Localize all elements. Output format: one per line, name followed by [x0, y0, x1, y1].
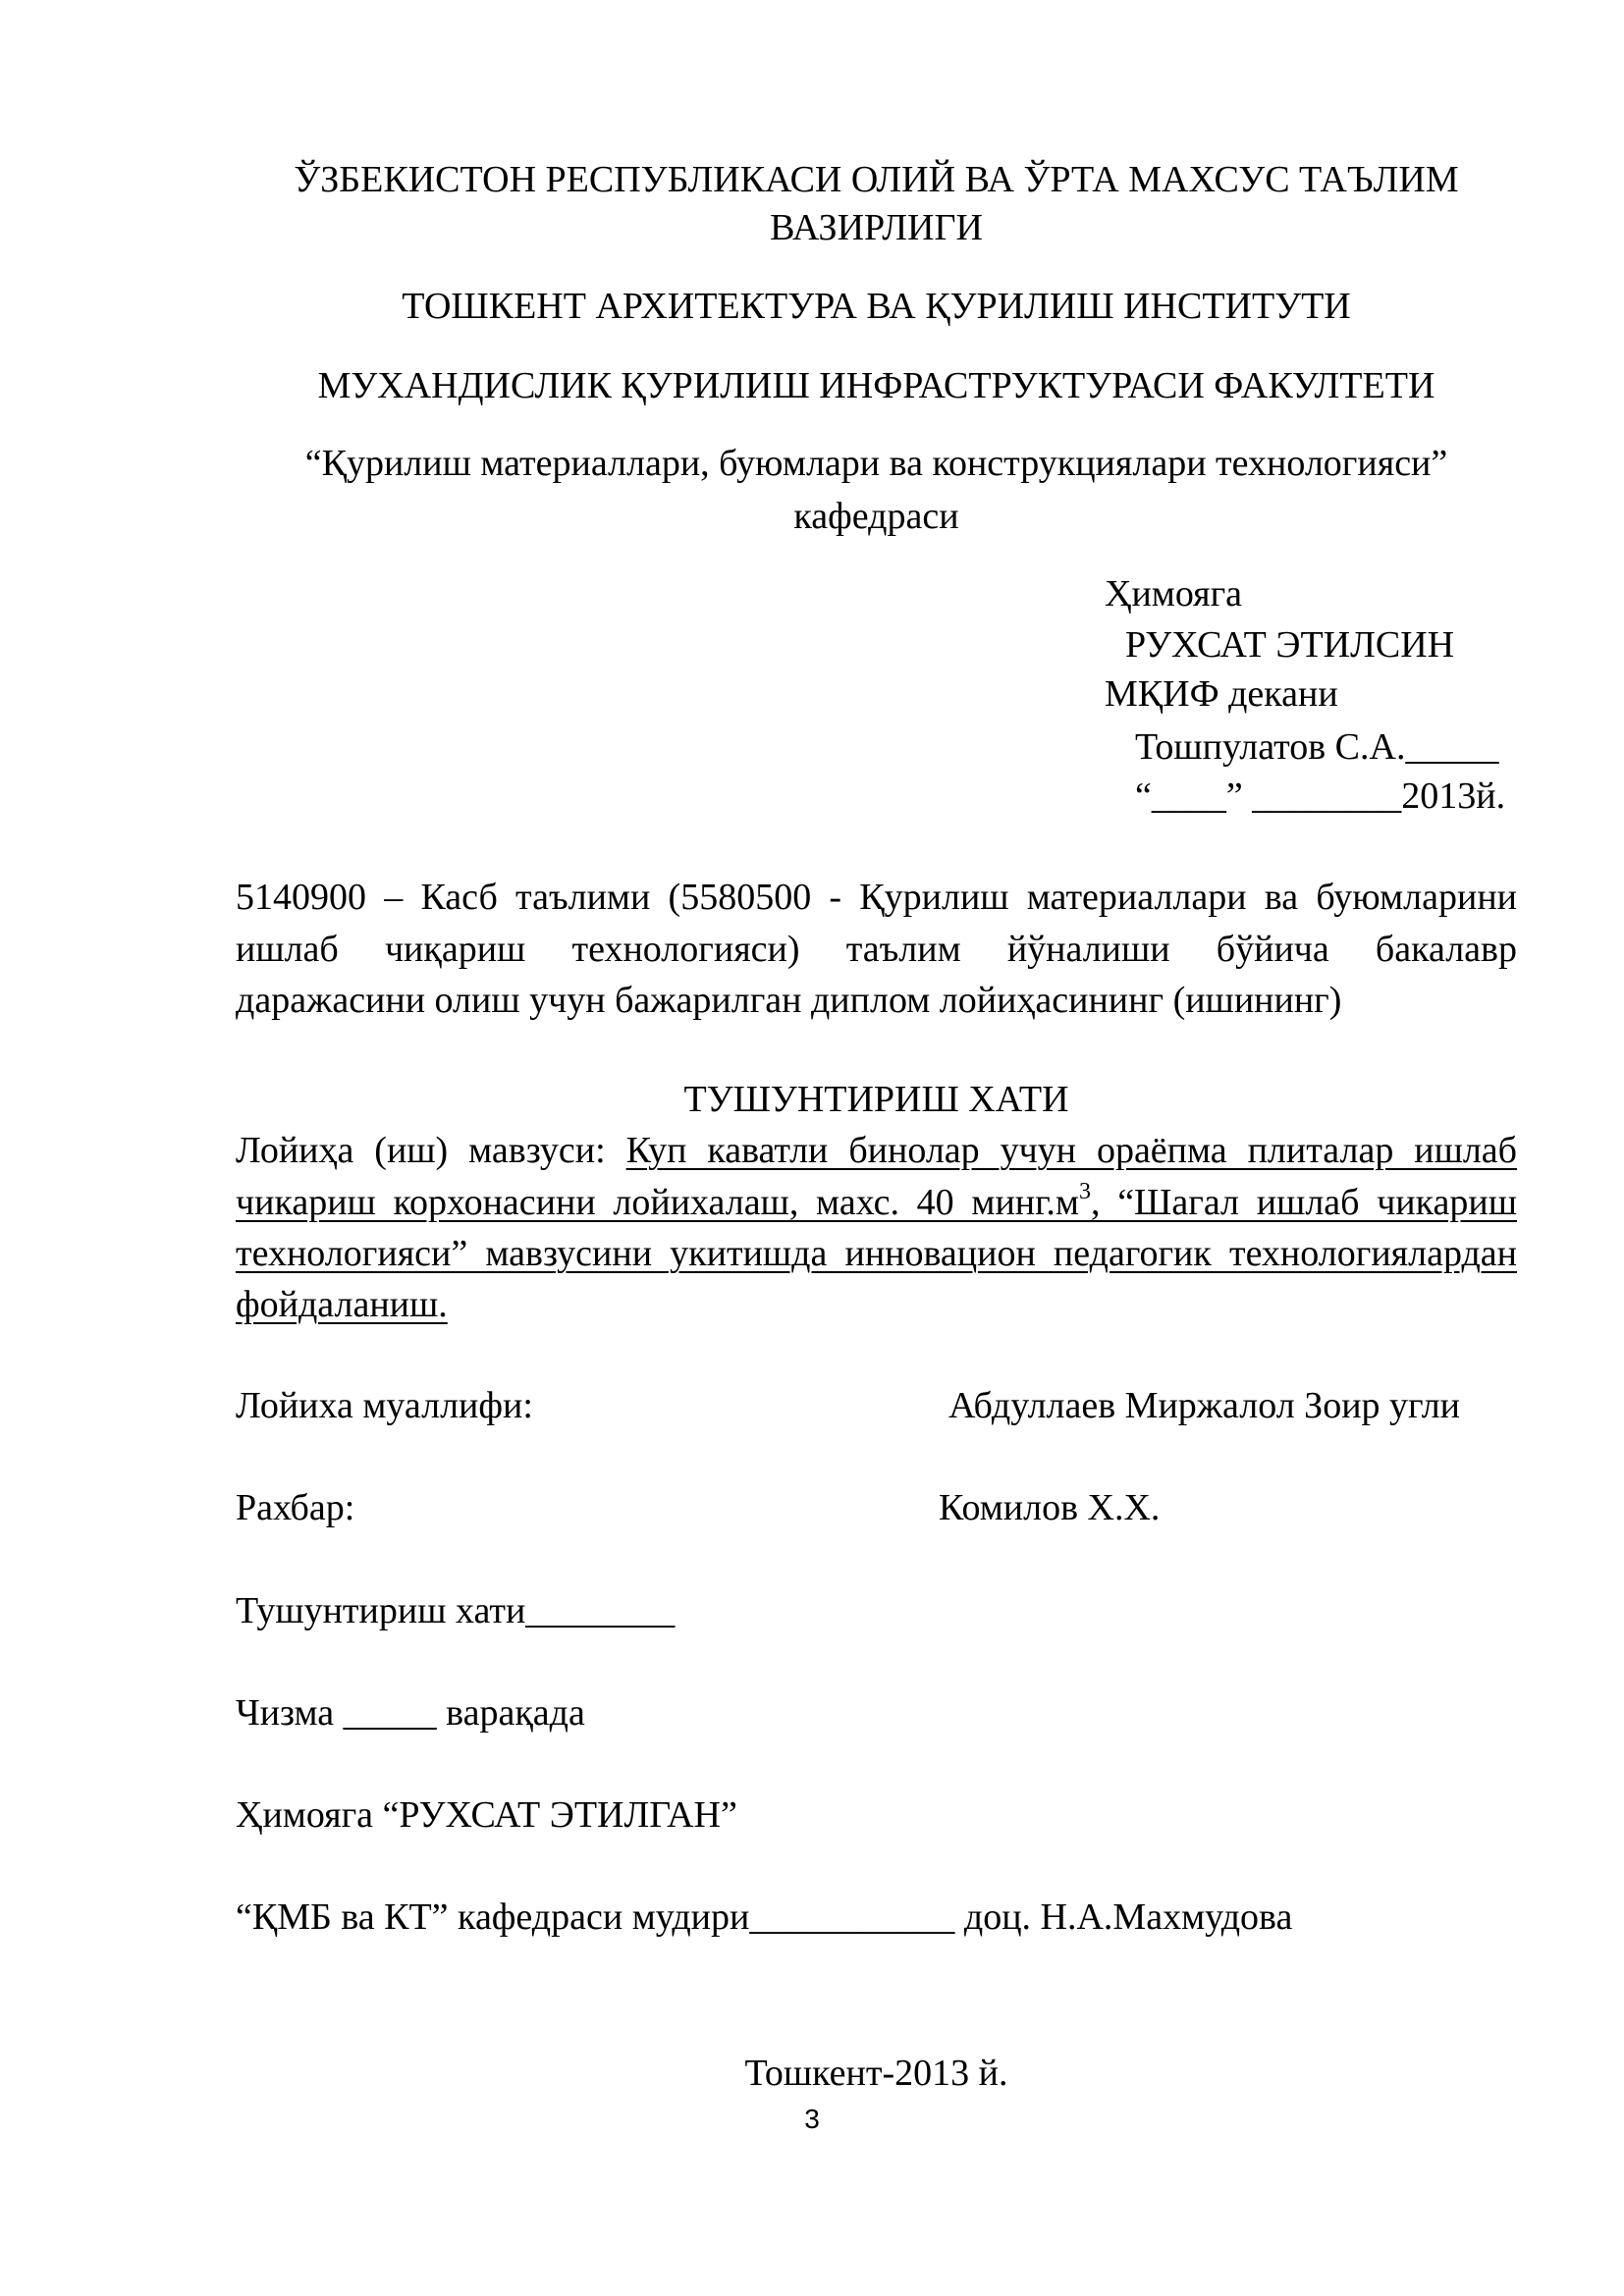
- department-line-1: “Қурилиш материаллари, буюмлари ва конструкциялари технологияси”: [304, 443, 1448, 484]
- purpose-line-2: ишлаб чиқариш технологияси) таълим йўналиши бўйича бакалавр: [236, 929, 1517, 970]
- approval-line-4: Тошпулатов С.А._____: [1135, 726, 1499, 768]
- head-of-department-line: [236, 1891, 1292, 1944]
- supervisor-label: Рахбар:: [236, 1487, 355, 1528]
- ministry-line-1: ЎЗБЕКИСТОН РЕСПУБЛИКАСИ ОЛИЙ ВА ЎРТА МАХСУС ТАЪЛИМ: [294, 159, 1459, 200]
- superscript-3: 3: [1078, 1179, 1091, 1204]
- document-title: ТУШУНТИРИШ ХАТИ: [683, 1079, 1069, 1120]
- supervisor-value: Комилов Х.Х.: [939, 1487, 1161, 1528]
- topic-text-2a: чикариш корхонасини лойихалаш, махс. 40 минг.м: [236, 1182, 1079, 1223]
- topic-line-1: [236, 1124, 1517, 1177]
- faculty-name: МУХАНДИСЛИК ҚУРИЛИШ ИНФРАСТРУКТУРАСИ ФАКУЛТЕТИ: [317, 365, 1435, 406]
- drawing-sheets: Чизма _____ варақада: [236, 1692, 585, 1734]
- head-name: доц. Н.А.Махмудова: [954, 1896, 1293, 1938]
- ministry-line-2: ВАЗИРЛИГИ: [770, 207, 983, 248]
- approval-line-2: РУХСАТ ЭТИЛСИН: [1125, 624, 1455, 666]
- defense-allowed: Ҳимояга “РУХСАТ ЭТИЛГАН”: [236, 1794, 737, 1836]
- author-value: Абдуллаев Миржалол Зоир угли: [948, 1385, 1460, 1426]
- page-number: 3: [804, 2104, 820, 2134]
- approval-line-3: МҚИФ декани: [1105, 673, 1338, 715]
- topic-text-2b: , “Шагал ишлаб чикариш: [1090, 1182, 1517, 1223]
- topic-line-2: [236, 1176, 1517, 1229]
- purpose-line-1: 5140900 – Касб таълими (5580500 - Қурилиш материаллари ва буюмларини: [236, 877, 1517, 918]
- purpose-line-3: даражасини олиш учун бажарилган диплом лойиҳасининг (ишининг): [236, 980, 1342, 1021]
- department-line-2: кафедраси: [793, 496, 959, 537]
- approval-line-1: Ҳимояга: [1105, 573, 1243, 614]
- topic-label: Лойиҳа (иш) мавзуси:: [236, 1130, 606, 1171]
- author-label: Лойиха муаллифи:: [236, 1385, 533, 1426]
- head-label: “ҚМБ ва КТ” кафедраси мудири: [236, 1896, 750, 1938]
- signature-blank: ___________: [749, 1896, 955, 1938]
- city-year: Тошкент-2013 й.: [744, 2053, 1008, 2094]
- topic-text-1: Куп каватли бинолар учун ораёпма плиталар ишлаб: [625, 1130, 1517, 1171]
- approval-line-5: “____” ________2013й.: [1135, 775, 1506, 817]
- topic-line-3: технологияси” мавзусини укитишда инновацион педагогик технологиялардан: [236, 1233, 1517, 1274]
- explanatory-note-pages: Тушунтириш хати________: [236, 1590, 676, 1631]
- institute-name: ТОШКЕНТ АРХИТЕКТУРА ВА ҚУРИЛИШ ИНСТИТУТИ: [402, 286, 1351, 327]
- topic-line-4: фойдаланиш.: [236, 1284, 448, 1325]
